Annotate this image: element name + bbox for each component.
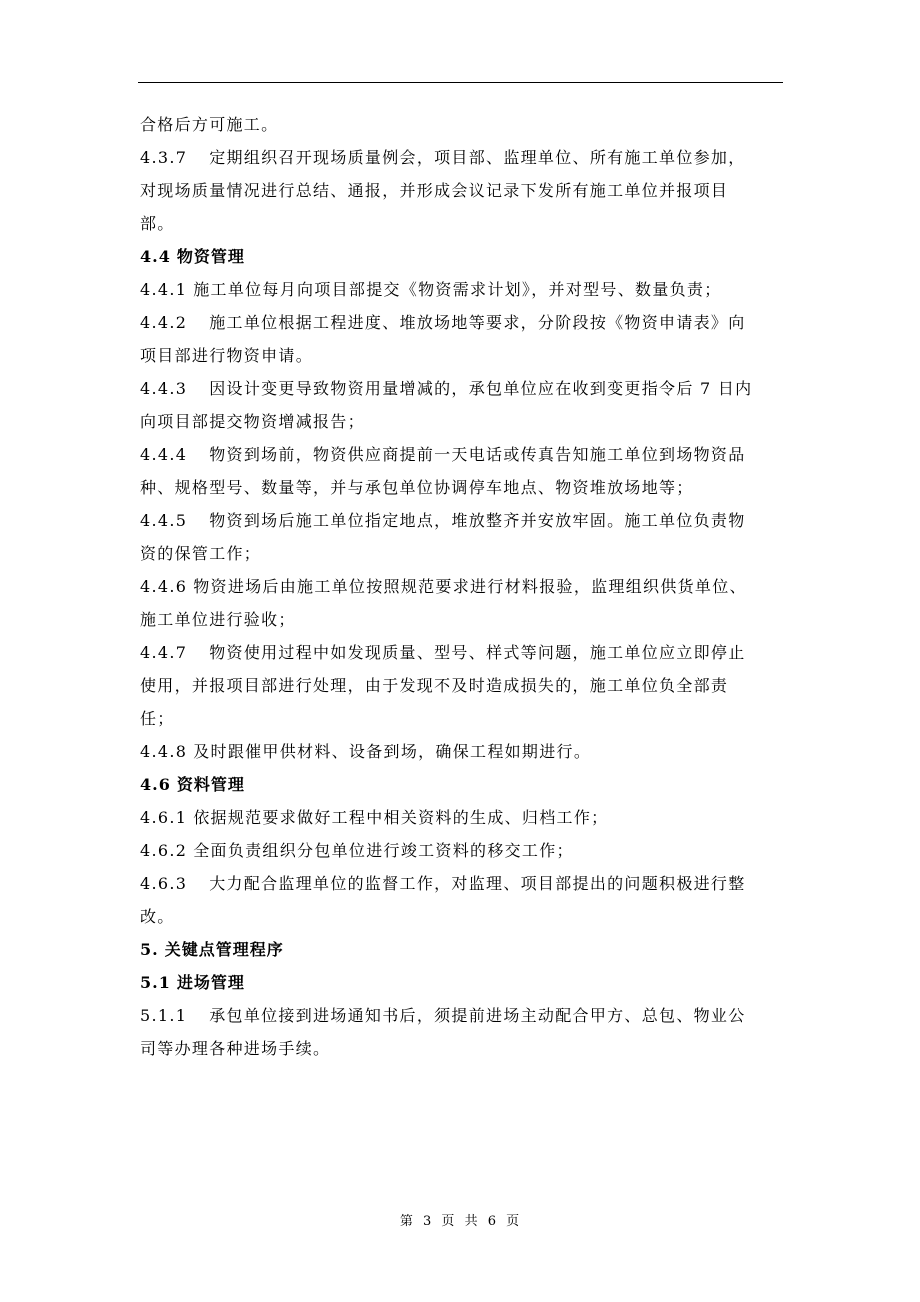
paragraph-line: 向项目部提交物资增减报告； bbox=[140, 412, 365, 431]
clause-4-4-6: 4.4.6 物资进场后由施工单位按照规范要求进行材料报验，监理组织供货单位、 bbox=[140, 577, 747, 596]
clause-number: 4.4.1 bbox=[140, 280, 188, 299]
clause-4-4-3: 4.4.3 因设计变更导致物资用量增减的，承包单位应在收到变更指令后 7 日内 bbox=[140, 379, 753, 398]
paragraph-line: 对现场质量情况进行总结、通报，并形成会议记录下发所有施工单位并报项目 bbox=[140, 181, 729, 200]
clause-number: 5.1.1 bbox=[140, 1006, 188, 1025]
section-heading-5: 5. 关键点管理程序 bbox=[140, 940, 284, 959]
clause-4-4-5: 4.4.5 物资到场后施工单位指定地点，堆放整齐并安放牢固。施工单位负责物 bbox=[140, 511, 746, 530]
paragraph-line: 资的保管工作； bbox=[140, 544, 262, 563]
paragraph-line: 部。 bbox=[140, 214, 175, 233]
clause-4-4-8: 4.4.8 及时跟催甲供材料、设备到场，确保工程如期进行。 bbox=[140, 742, 592, 761]
clause-4-4-7: 4.4.7 物资使用过程中如发现质量、型号、样式等问题，施工单位应立即停止 bbox=[140, 643, 746, 662]
paragraph-line: 司等办理各种进场手续。 bbox=[140, 1039, 331, 1058]
section-heading-4-6: 4.6 资料管理 bbox=[140, 775, 245, 794]
paragraph-line: 种、规格型号、数量等，并与承包单位协调停车地点、物资堆放场地等； bbox=[140, 478, 694, 497]
clause-4-4-1: 4.4.1 施工单位每月向项目部提交《物资需求计划》，并对型号、数量负责； bbox=[140, 280, 722, 299]
clause-4-4-4: 4.4.4 物资到场前，物资供应商提前一天电话或传真告知施工单位到场物资品 bbox=[140, 445, 746, 464]
clause-4-6-1: 4.6.1 依据规范要求做好工程中相关资料的生成、归档工作； bbox=[140, 808, 609, 827]
section-heading-4-4: 4.4 物资管理 bbox=[140, 247, 245, 266]
clause-number: 4.4.6 bbox=[140, 577, 188, 596]
clause-4-4-2: 4.4.2 施工单位根据工程进度、堆放场地等要求，分阶段按《物资申请表》向 bbox=[140, 313, 746, 332]
total-page-count: 6 bbox=[487, 1214, 497, 1229]
paragraph-line: 施工单位进行验收； bbox=[140, 610, 296, 629]
clause-number: 4.4.3 bbox=[140, 379, 188, 398]
section-number: 4.6 bbox=[140, 775, 171, 794]
clause-number: 4.3.7 bbox=[140, 148, 188, 167]
section-number: 4.4 bbox=[140, 247, 171, 266]
clause-4-6-2: 4.6.2 全面负责组织分包单位进行竣工资料的移交工作； bbox=[140, 841, 574, 860]
section-heading-5-1: 5.1 进场管理 bbox=[140, 973, 245, 992]
clause-4-3-7: 4.3.7 定期组织召开现场质量例会，项目部、监理单位、所有施工单位参加， bbox=[140, 148, 746, 167]
section-number: 5. bbox=[140, 940, 159, 959]
clause-number: 4.4.2 bbox=[140, 313, 188, 332]
clause-4-6-3: 4.6.3 大力配合监理单位的监督工作，对监理、项目部提出的问题积极进行整 bbox=[140, 874, 746, 893]
clause-number: 4.4.7 bbox=[140, 643, 188, 662]
clause-number: 4.6.3 bbox=[140, 874, 188, 893]
clause-number: 4.4.4 bbox=[140, 445, 188, 464]
paragraph-line: 项目部进行物资申请。 bbox=[140, 346, 314, 365]
clause-number: 4.6.2 bbox=[140, 841, 188, 860]
clause-5-1-1: 5.1.1 承包单位接到进场通知书后，须提前进场主动配合甲方、总包、物业公 bbox=[140, 1006, 746, 1025]
section-number: 5.1 bbox=[140, 973, 171, 992]
paragraph-line: 任； bbox=[140, 709, 175, 728]
paragraph-line: 合格后方可施工。 bbox=[140, 115, 279, 134]
paragraph-line: 使用，并报项目部进行处理，由于发现不及时造成损失的，施工单位负全部责 bbox=[140, 676, 729, 695]
page-footer: 第 3 页 共 6 页 bbox=[399, 1214, 521, 1229]
current-page-number: 3 bbox=[422, 1214, 433, 1229]
body-text bbox=[140, 113, 782, 1070]
paragraph-line: 改。 bbox=[140, 907, 175, 926]
clause-number: 4.4.8 bbox=[140, 742, 188, 761]
header-rule bbox=[138, 82, 783, 83]
clause-number: 4.4.5 bbox=[140, 511, 188, 530]
clause-number: 4.6.1 bbox=[140, 808, 188, 827]
